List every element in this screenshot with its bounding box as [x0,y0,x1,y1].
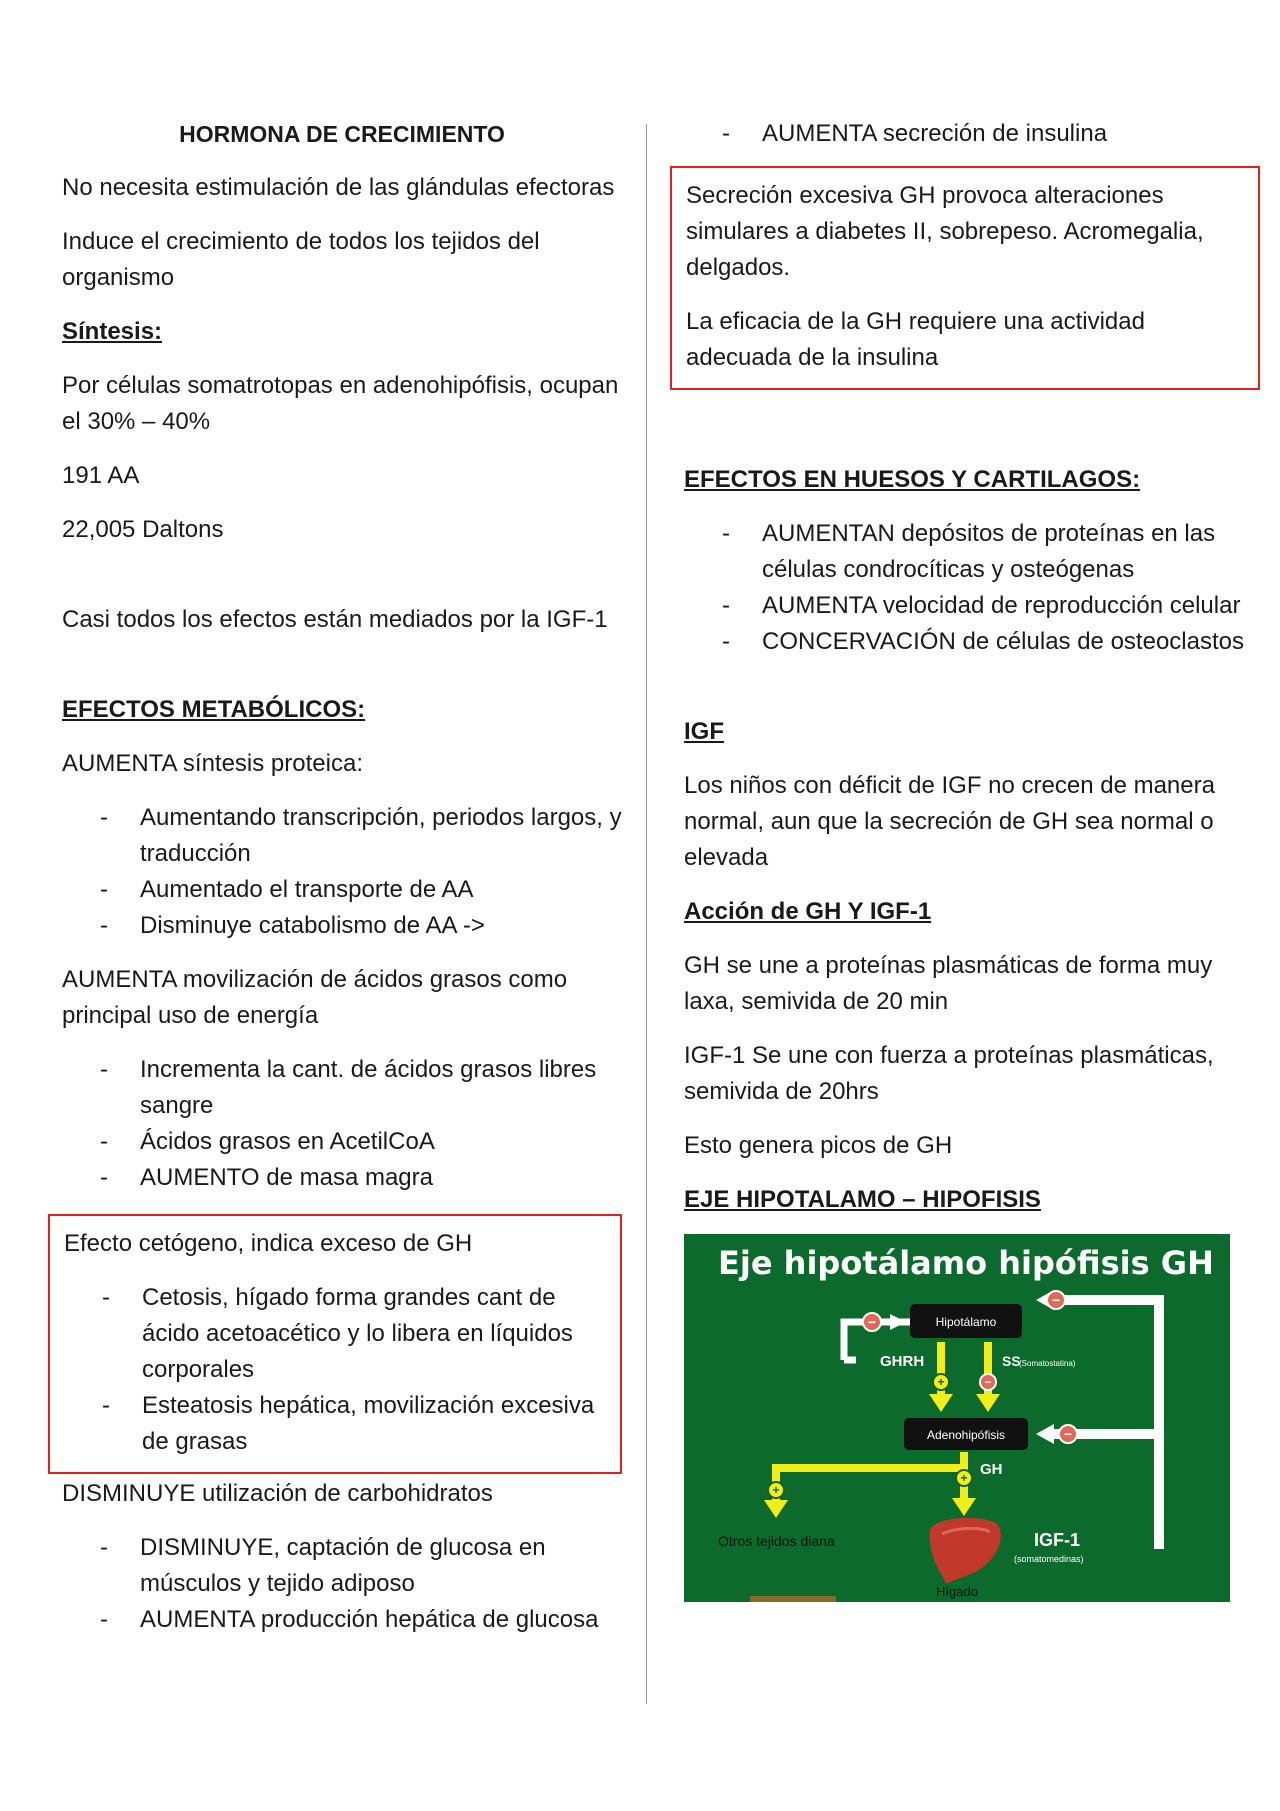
list-item: - AUMENTA velocidad de reproducción celular [762,588,1244,624]
ss-sub-label: (Somatostatina) [1019,1359,1076,1368]
svg-text:+: + [772,1483,780,1497]
adenohipofisis-label: Adenohipófisis [926,1428,1006,1442]
intro-paragraph-2: Induce el crecimiento de todos los tejidos del organismo [62,228,540,291]
bone-effects-heading: EFECTOS EN HUESOS Y CARTILAGOS: [684,466,1141,493]
ketogenic-effect-box [48,1214,622,1474]
ss-label: SS [1002,1353,1021,1369]
bone-effects-list [684,516,1244,660]
list-item: - Aumentado el transporte de AA [140,872,622,908]
list-item: - AUMENTA producción hepática de glucosa [140,1602,622,1638]
svg-text:+: + [937,1375,945,1389]
igf1-label: IGF-1 [1034,1530,1081,1550]
list-item: - Ácidos grasos en AcetilCoA [140,1124,622,1160]
list-item: - AUMENTAN depósitos de proteínas en las células condrocíticas y osteógenas [762,516,1244,588]
ketogenic-title: Efecto cetógeno, indica exceso de GH [64,1230,473,1257]
protein-list [62,800,622,944]
metabolic-effects-heading: EFECTOS METABÓLICOS: [62,696,366,723]
gh-label: GH [980,1461,1003,1478]
aa-value: 191 AA [62,462,140,489]
figure-title: Eje hipotálamo hipófisis GH [718,1244,1214,1282]
column-divider [646,124,647,1704]
excess-gh-box [670,166,1260,390]
svg-text:−: − [1063,1426,1073,1442]
svg-text:−: − [984,1375,992,1389]
list-item: - Incrementa la cant. de ácidos grasos libres sangre [140,1052,622,1124]
gh-peaks-paragraph: Esto genera picos de GH [684,1132,953,1159]
list-item: - DISMINUYE, captación de glucosa en músculos y tejido adiposo [140,1530,622,1602]
fatty-acid-mobilization-line: AUMENTA movilización de ácidos grasos como principal uso de energía [62,966,568,1029]
igf-paragraph: Los niños con déficit de IGF no crecen de manera normal, aun que la secreción de GH sea normal o elevada [684,772,1215,871]
igf1-sub-label: (somatomedinas) [1014,1554,1084,1564]
gh-axis-figure [684,1234,1230,1602]
right-column [684,116,1244,1602]
fatty-acid-list [62,1052,622,1196]
gh-igf-action-heading: Acción de GH Y IGF-1 [684,898,932,925]
list-item: - Disminuye catabolismo de AA -> [140,908,622,944]
list-item: - AUMENTO de masa magra [140,1160,622,1196]
igf-note: Casi todos los efectos están mediados por la IGF-1 [62,606,608,633]
gh-binding-paragraph: GH se une a proteínas plasmáticas de forma muy laxa, semivida de 20 min [684,952,1213,1015]
insulin-list [684,116,1244,152]
list-item: - Cetosis, hígado forma grandes cant de ácido acetoacético y lo libera en líquidos corporales [142,1280,606,1388]
igf-heading: IGF [684,718,724,745]
sintesis-paragraph: Por células somatrotopas en adenohipófisis, ocupan el 30% – 40% [62,372,619,435]
svg-text:+: + [960,1471,968,1485]
page-title: HORMONA DE CRECIMIENTO [179,121,505,147]
list-item: - Aumentando transcripción, periodos largos, y traducción [140,800,622,872]
intro-paragraph-1: No necesita estimulación de las glándulas efectoras [62,174,615,201]
svg-text:−: − [867,1314,877,1330]
liver-label: Hígado [936,1584,978,1599]
hipotalamo-label: Hipotálamo [935,1315,997,1329]
carbohydrate-line: DISMINUYE utilización de carbohidratos [62,1480,493,1507]
left-column [62,116,622,1656]
insulin-efficacy-paragraph: La eficacia de la GH requiere una actividad adecuada de la insulina [686,308,1145,371]
axis-heading: EJE HIPOTALAMO – HIPOFISIS [684,1186,1041,1213]
sintesis-heading: Síntesis: [62,318,163,345]
target-tissues-label: Otros tejidos diana [718,1533,835,1549]
list-item: - Esteatosis hepática, movilización excesiva de grasas [142,1388,606,1460]
protein-synthesis-line: AUMENTA síntesis proteica: [62,750,363,777]
ketogenic-list [64,1280,606,1460]
igf-binding-paragraph: IGF-1 Se une con fuerza a proteínas plasmáticas, semivida de 20hrs [684,1042,1214,1105]
ghrh-label: GHRH [880,1353,925,1370]
list-item: - CONCERVACIÓN de células de osteoclastos [762,624,1244,660]
daltons-value: 22,005 Daltons [62,516,224,543]
excess-gh-paragraph: Secreción excesiva GH provoca alteraciones simulares a diabetes II, sobrepeso. Acromegalia, delgados. [686,182,1204,281]
carbohydrate-list [62,1530,622,1638]
list-item: - AUMENTA secreción de insulina [762,116,1244,152]
svg-text:−: − [1051,1292,1061,1308]
